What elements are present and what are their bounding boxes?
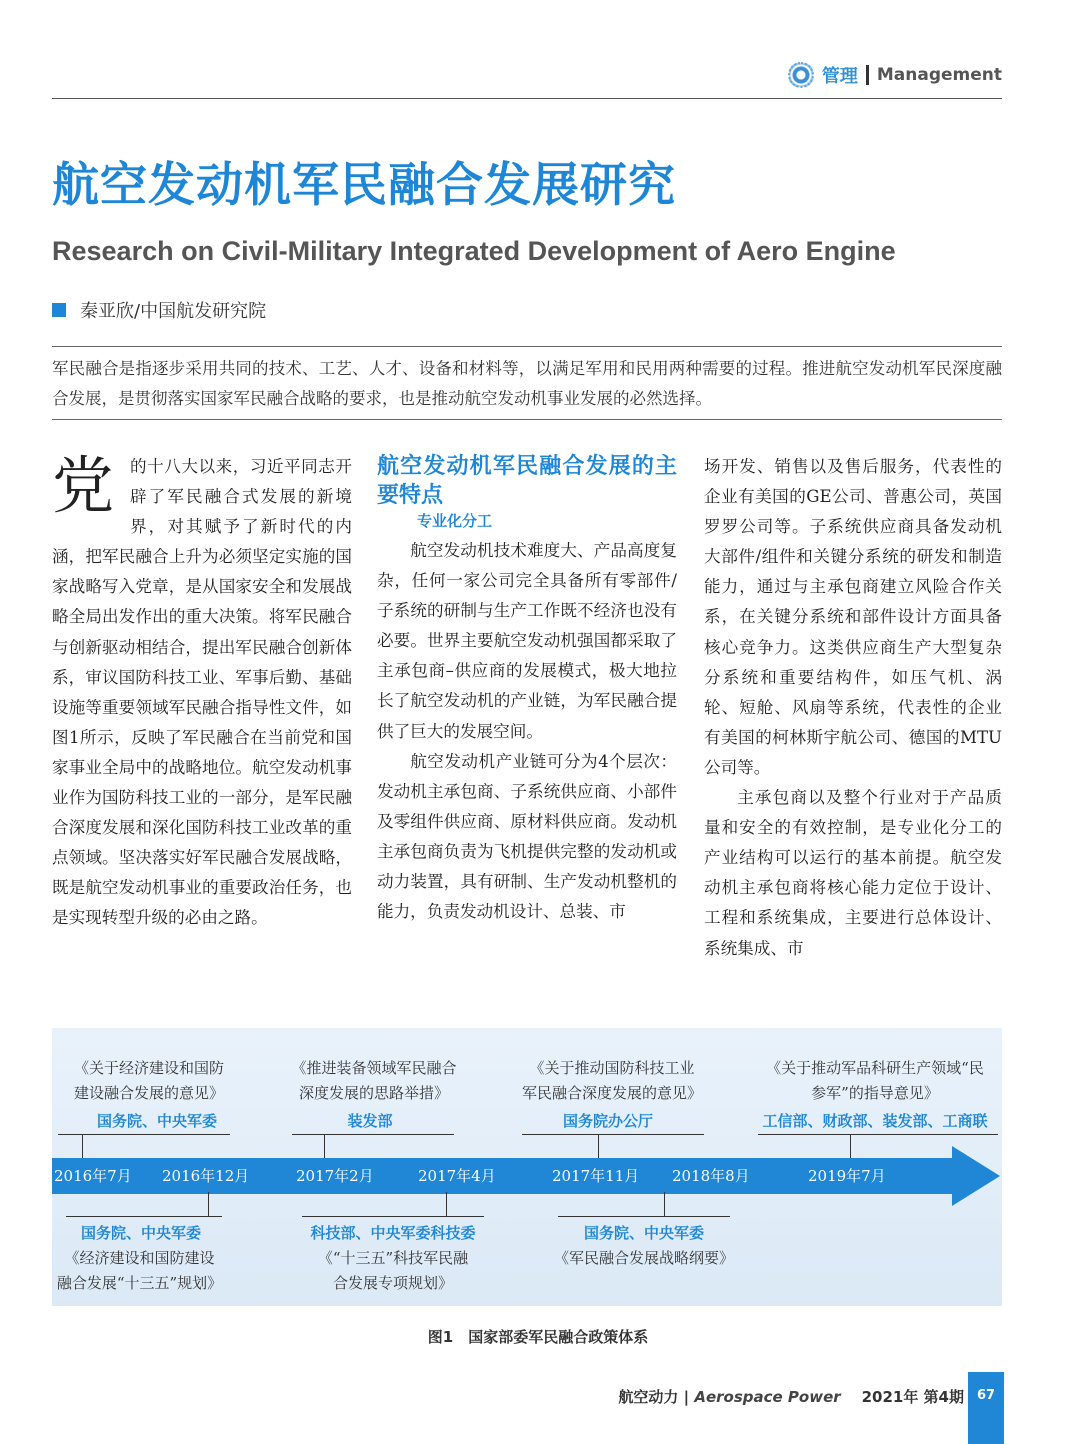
timeline-arrow-head-icon: [952, 1146, 1000, 1206]
column1-paragraph: 的十八大以来，习近平同志开辟了军民融合式发展的新境界，对其赋予了新时代的内涵，把军民融合上升为必须坚定实施的国家战略写入党章，是从国家安全和发展战略全局出发作出的重大决策。将军民融合与创新驱动相结合，提出军民融合创新体系，审议国防科技工业、军事后勤、基础设施等重要领域军民融合指导性文件，如图1所示，反映了军民融合在当前党和国家事业全局中的战略地位。航空发动机事业作为国防科技工业的一部分，是军民融合深度发展和深化国防科技工业改革的重点领域。坚决落实好军民融合发展战略，既是航空发动机事业的重要政治任务，也是实现转型升级的必由之路。: [52, 457, 352, 928]
section-logo-icon: [788, 62, 814, 88]
journal-issue: 2021年 第4期: [861, 1388, 964, 1406]
timeline-date-7: 2019年7月: [808, 1167, 886, 1185]
section-name-en: Management: [876, 65, 1002, 85]
section-heading: 航空发动机军民融合发展的主要特点: [377, 454, 677, 508]
policy-timeline-figure: [52, 1028, 1002, 1306]
author-line: [52, 297, 266, 323]
body-column-3: [704, 452, 1002, 964]
column2-paragraph-1: 航空发动机技术难度大、产品高度复杂，任何一家公司完全具备所有零部件/子系统的研制与生产工作既不经济也没有必要。世界主要航空发动机强国都采取了主承包商–供应商的发展模式，极大地拉长了航空发动机的产业链，为军民融合提供了巨大的发展空间。: [377, 541, 677, 741]
column3-paragraph-1: 场开发、销售以及售后服务，代表性的企业有美国的GE公司、普惠公司，英国罗罗公司等。子系统供应商具备发动机大部件/组件和关键分系统的研发和制造能力，通过与主承包商建立风险合作关系，在关键分系统和部件设计方面具备核心竞争力。这类供应商生产大型复杂分系统和重要结构件，如压气机、涡轮、短舱、风扇等系统，代表性的企业有美国的柯林斯宇航公司、德国的MTU公司等。: [704, 457, 1002, 777]
column3-paragraph-2: 主承包商以及整个行业对于产品质量和安全的有效控制，是专业化分工的产业结构可以运行的基本前提。航空发动机主承包商将核心能力定位于设计、工程和系统集成，主要进行总体设计、系统集成、市: [704, 788, 1002, 958]
timeline-org-bottom-1: 国务院、中央军委: [80, 1224, 201, 1242]
timeline-doc-bottom-3: 《军民融合发展战略纲要》: [553, 1249, 734, 1267]
timeline-date-2: 2016年12月: [162, 1167, 250, 1185]
abstract: 军民融合是指逐步采用共同的技术、工艺、人才、设备和材料等，以满足军用和民用两种需要的过程。推进航空发动机军民深度融合发展，是贯彻落实国家军民融合战略的要求，也是推动航空发动机事业发展的必然选择。: [52, 346, 1002, 420]
timeline-org-top-1: 国务院、中央军委: [96, 1112, 217, 1130]
timeline-doc-bottom-1: 《经济建设和国防建设 融合发展“十三五”规划》: [56, 1249, 223, 1292]
figure-caption: 图1 国家部委军民融合政策体系: [427, 1328, 649, 1346]
timeline-date-6: 2018年8月: [672, 1167, 750, 1185]
journal-name-cn: 航空动力: [618, 1388, 679, 1406]
timeline-org-top-4: 工信部、财政部、装发部、工商联: [762, 1112, 988, 1130]
section-name-cn: 管理: [821, 66, 858, 87]
timeline-org-top-3: 国务院办公厅: [562, 1112, 653, 1130]
journal-footer: 航空动力 | Aerospace Power 2021年 第4期: [618, 1388, 964, 1406]
page-number: 67: [968, 1372, 1004, 1444]
journal-name-en: Aerospace Power: [694, 1388, 841, 1406]
column2-paragraph-2: 航空发动机产业链可分为4个层次：发动机主承包商、子系统供应商、小部件及零组件供应商、原材料供应商。发动机主承包商负责为飞机提供完整的发动机或动力装置，具有研制、生产发动机整机的能力，负责发动机设计、总装、市: [377, 751, 677, 922]
header-separator: [866, 65, 869, 85]
timeline-doc-top-2: 《推进装备领域军民融合 深度发展的思路举措》: [291, 1059, 457, 1102]
timeline-date-1: 2016年7月: [54, 1167, 132, 1185]
drop-cap: 党: [52, 449, 115, 522]
subsection-heading: 专业化分工: [417, 512, 493, 530]
header-rule: [52, 98, 1002, 99]
body-column-2: [377, 452, 677, 927]
timeline-org-top-2: 装发部: [347, 1112, 393, 1130]
timeline-date-3: 2017年2月: [296, 1167, 374, 1185]
timeline-date-5: 2017年11月: [552, 1167, 640, 1185]
author-square-icon: [52, 303, 66, 317]
article-title-cn: 航空发动机军民融合发展研究: [52, 158, 676, 213]
article-title-en: Research on Civil-Military Integrated Development of Aero Engine: [52, 236, 896, 266]
timeline-doc-bottom-2: 《“十三五”科技军民融 合发展专项规划》: [317, 1249, 469, 1292]
timeline-org-bottom-3: 国务院、中央军委: [583, 1224, 704, 1242]
author-name: 秦亚欣/中国航发研究院: [80, 301, 267, 322]
timeline-doc-top-3: 《关于推动国防科技工业 军民融合深度发展的意见》: [521, 1059, 702, 1102]
timeline-doc-top-1: 《关于经济建设和国防 建设融合发展的意见》: [73, 1059, 224, 1102]
body-column-1: [52, 449, 352, 934]
timeline-doc-top-4: 《关于推动军品科研生产领域“民 参军”的指导意见》: [766, 1059, 984, 1102]
timeline-org-bottom-2: 科技部、中央军委科技委: [310, 1224, 476, 1242]
section-header: [788, 62, 1002, 88]
timeline-date-4: 2017年4月: [418, 1167, 496, 1185]
